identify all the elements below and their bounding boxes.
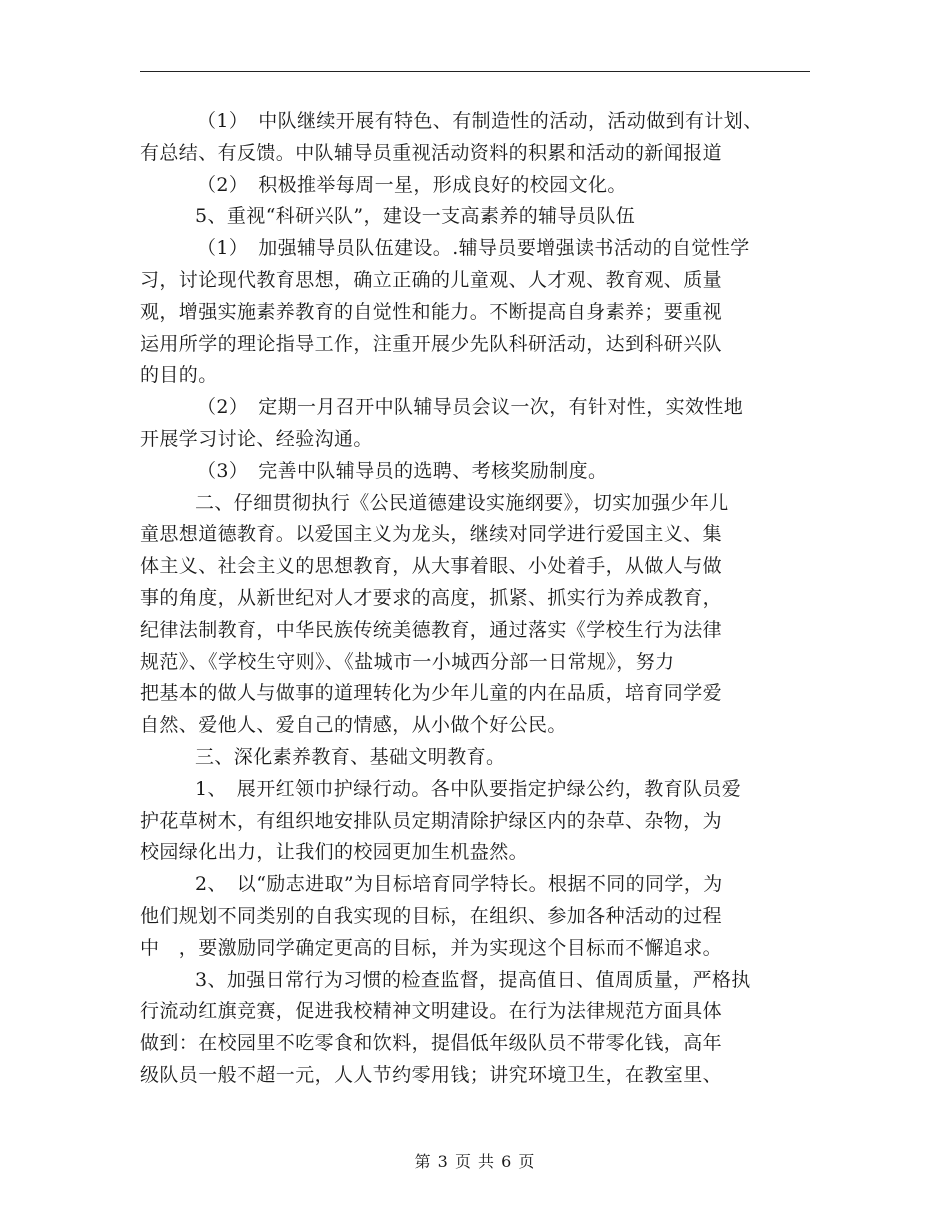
- text-line: 事的角度，从新世纪对人才要求的高度，抓紧、抓实行为养成教育，: [140, 586, 723, 609]
- text-line: 做到：在校园里不吃零食和饮料，提倡低年级队员不带零化钱，高年: [140, 1032, 723, 1055]
- text-line: 护花草树木，有组织地安排队员定期清除护绿区内的杂草、杂物，为: [140, 809, 723, 832]
- text-line: 童思想道德教育。以爱国主义为龙头，继续对同学进行爱国主义、集: [140, 523, 723, 546]
- text-line: 运用所学的理论指导工作，注重开展少先队科研活动，达到科研兴队: [140, 332, 723, 355]
- text-line: 校园绿化出力，让我们的校园更加生机盎然。: [140, 841, 529, 864]
- section-heading: 二、仔细贯彻执行《公民道德建设实施纲要》，切实加强少年儿: [195, 491, 729, 514]
- text-line: 级队员一般不超一元，人人节约零用钱；讲究环境卫生，在教室里、: [140, 1063, 723, 1086]
- text-line: 观，增强实施素养教育的自觉性和能力。不断提高自身素养；要重视: [140, 300, 723, 323]
- text-line: 的目的。: [140, 364, 218, 387]
- text-line: 开展学习讨论、经验沟通。: [140, 427, 373, 450]
- document-body: [140, 106, 816, 1092]
- text-line: 行流动红旗竞赛，促进我校精神文明建设。在行为法律规范方面具体: [140, 1000, 723, 1023]
- text-line: （1） 加强辅导员队伍建设。.辅导员要增强读书活动的自觉性学: [197, 237, 750, 260]
- text-line: 3、加强日常行为习惯的检查监督，提高值日、值周质量，严格执: [195, 968, 751, 991]
- text-line: 纪律法制教育，中华民族传统美德教育，通过落实《学校生行为法律: [140, 618, 723, 641]
- text-line: （1） 中队继续开展有特色、有制造性的活动，活动做到有计划、: [197, 110, 763, 132]
- section-heading: 5、重视“科研兴队”，建设一支高素养的辅导员队伍: [195, 205, 636, 228]
- text-line: （2） 定期一月召开中队辅导员会议一次，有针对性，实效性地: [197, 396, 744, 419]
- page-footer: 第 3 页 共 6 页: [414, 1152, 536, 1171]
- text-line: （2） 积极推举每周一星，形成良好的校园文化。: [197, 173, 627, 196]
- text-line: 自然、爱他人、爱自己的情感，从小做个好公民。: [140, 714, 567, 737]
- text-line: 习，讨论现代教育思想，确立正确的儿童观、人才观、教育观、质量: [140, 268, 723, 291]
- text-line: 把基本的做人与做事的道理转化为少年儿童的内在品质，培育同学爱: [140, 682, 723, 705]
- text-line: 中 ，要激励同学确定更高的目标，并为实现这个目标而不懈追求。: [140, 936, 723, 959]
- section-heading: 三、深化素养教育、基础文明教育。: [195, 745, 506, 768]
- text-line: （3） 完善中队辅导员的选聘、考核奖励制度。: [197, 459, 608, 482]
- text-line: 1、 展开红领巾护绿行动。各中队要指定护绿公约，教育队员爱: [195, 777, 742, 800]
- text-line: 2、 以“励志进取”为目标培育同学特长。根据不同的同学，为: [195, 873, 723, 896]
- text-line: 规范》、《学校生守则》、《盐城市一小城西分部一日常规》，努力: [140, 650, 675, 673]
- text-line: 有总结、有反馈。中队辅导员重视活动资料的积累和活动的新闻报道: [140, 141, 723, 164]
- header-rule: [140, 71, 810, 72]
- text-line: 他们规划不同类别的自我实现的目标，在组织、参加各种活动的过程: [140, 904, 723, 927]
- text-line: 体主义、社会主义的思想教育，从大事着眼、小处着手，从做人与做: [140, 555, 723, 578]
